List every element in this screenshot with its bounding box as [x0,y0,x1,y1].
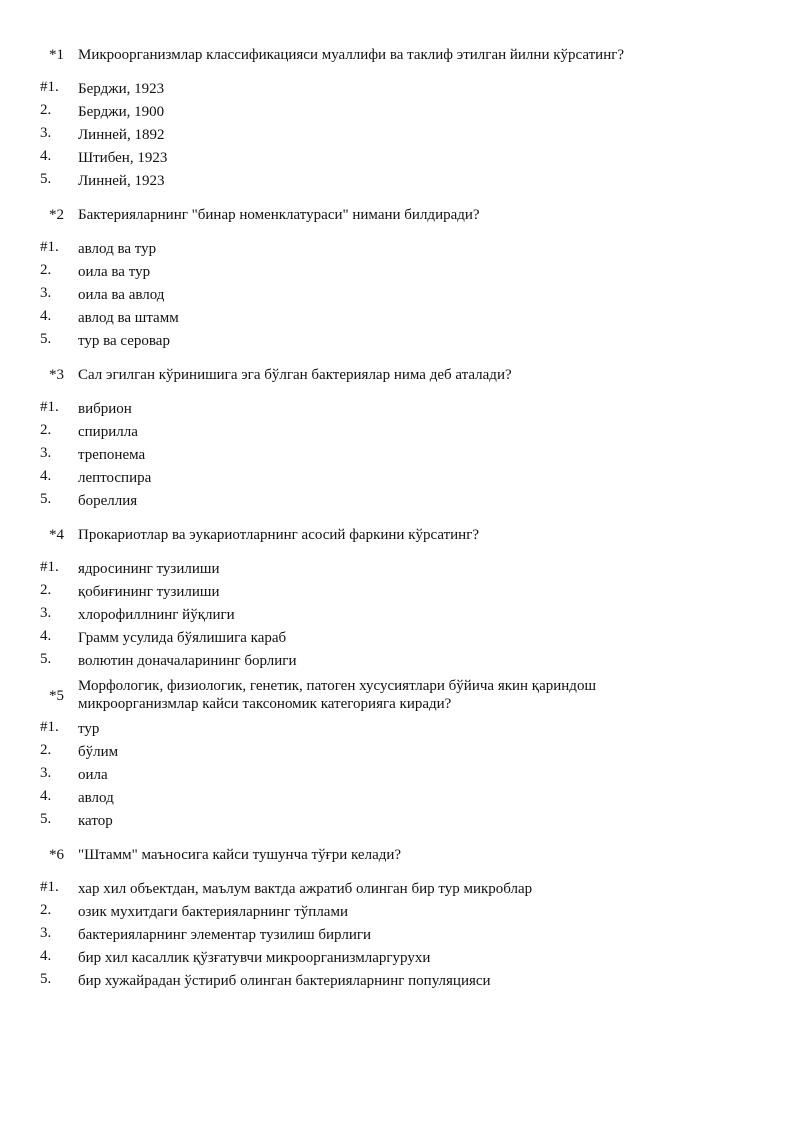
option-marker: #1. [40,239,59,255]
answer-option [0,445,800,468]
answer-options-list [0,239,800,354]
answer-option [0,651,800,674]
option-text: тур [78,721,100,737]
option-text: хар хил объектдан, маълум вактда ажратиб олинган бир тур микроблар [78,881,533,897]
question-text: Морфологик, физиологик, генетик, патоген хусусиятлари бўйича якин қариндош микроорганизмлар кайси таксономик категорияга киради? [78,678,596,712]
question-heading [0,205,800,225]
option-text: лептоспира [78,470,152,486]
option-marker: 3. [40,125,52,141]
option-marker: 4. [40,628,52,644]
answer-option [0,788,800,811]
answer-option [0,491,800,514]
option-marker: 3. [40,445,52,461]
answer-option [0,171,800,194]
option-text: хлорофиллнинг йўқлиги [78,607,235,623]
option-marker: #1. [40,399,59,415]
option-text: бореллия [78,493,138,509]
option-marker: 3. [40,765,52,781]
option-marker: 5. [40,491,52,507]
question-number: *3 [49,367,64,383]
option-text: оила ва авлод [78,287,165,303]
option-marker: 5. [40,171,52,187]
option-text: бактерияларнинг элементар тузилиш бирлиги [78,927,372,943]
answer-option [0,948,800,971]
option-text: бир хил касаллик қўзғатувчи микроорганизмларгурухи [78,950,431,966]
question-heading [0,525,800,545]
option-text: қобиғининг тузилиши [78,584,220,600]
option-text: авлод [78,790,114,806]
option-marker: #1. [40,79,59,95]
answer-options-list [0,559,800,674]
option-marker: 5. [40,651,52,667]
answer-option [0,285,800,308]
option-marker: 2. [40,422,52,438]
answer-option [0,742,800,765]
question-2 [0,205,800,225]
option-text: оила ва тур [78,264,151,280]
answer-option [0,605,800,628]
question-number: *4 [49,527,64,543]
answer-option [0,308,800,331]
question-number: *2 [49,207,64,223]
answer-option [0,262,800,285]
option-text: катор [78,813,113,829]
answer-options-list [0,719,800,834]
option-marker: 2. [40,742,52,758]
option-marker: #1. [40,879,59,895]
option-text: тур ва серовар [78,333,170,349]
question-heading [0,845,800,865]
answer-option [0,102,800,125]
answer-options-list [0,79,800,194]
answer-option [0,559,800,582]
option-text: вибрион [78,401,132,417]
answer-options-list [0,399,800,514]
question-heading [0,365,800,385]
answer-option [0,765,800,788]
option-marker: 2. [40,102,52,118]
answer-option [0,628,800,651]
option-marker: 5. [40,811,52,827]
question-5 [0,677,800,715]
answer-option [0,811,800,834]
option-marker: 5. [40,971,52,987]
answer-option [0,399,800,422]
option-marker: 2. [40,262,52,278]
option-text: Линней, 1923 [78,173,165,189]
option-text: бўлим [78,744,119,760]
answer-option [0,148,800,171]
answer-option [0,125,800,148]
option-marker: 4. [40,468,52,484]
option-marker: 4. [40,308,52,324]
answer-option [0,239,800,262]
option-text: Берджи, 1900 [78,104,165,120]
question-text: Микроорганизмлар классификацияси муаллифи ва таклиф этилган йилни кўрсатинг? [78,47,625,63]
option-text: авлод ва тур [78,241,157,257]
option-marker: 4. [40,948,52,964]
option-text: оила [78,767,108,783]
option-text: Берджи, 1923 [78,81,165,97]
option-text: авлод ва штамм [78,310,179,326]
answer-option [0,79,800,102]
question-6 [0,845,800,865]
answer-option [0,422,800,445]
option-marker: 4. [40,788,52,804]
question-heading [0,45,800,65]
answer-option [0,902,800,925]
question-3 [0,365,800,385]
answer-option [0,582,800,605]
answer-option [0,468,800,491]
option-text: озик мухитдаги бактерияларнинг тўплами [78,904,348,920]
question-heading [0,677,800,715]
question-number: *6 [49,847,64,863]
option-marker: #1. [40,559,59,575]
question-number: *1 [49,47,64,63]
option-marker: 2. [40,582,52,598]
question-number: *5 [49,688,64,704]
answer-options-list [0,879,800,994]
option-marker: 3. [40,925,52,941]
answer-option [0,971,800,994]
option-text: Грамм усулида бўялишига караб [78,630,287,646]
question-1 [0,45,800,65]
answer-option [0,925,800,948]
option-marker: 2. [40,902,52,918]
question-text: "Штамм" маъносига кайси тушунча тўғри келади? [78,847,402,863]
option-text: Линней, 1892 [78,127,165,143]
answer-option [0,719,800,742]
option-text: волютин доначаларининг борлиги [78,653,297,669]
question-text: Сал эгилган кўринишига эга бўлган бактериялар нима деб аталади? [78,367,512,383]
option-marker: 3. [40,285,52,301]
answer-option [0,879,800,902]
option-text: Штибен, 1923 [78,150,168,166]
option-text: ядросининг тузилиши [78,561,220,577]
option-marker: 4. [40,148,52,164]
option-text: трепонема [78,447,146,463]
option-text: спирилла [78,424,138,440]
option-marker: #1. [40,719,59,735]
question-4 [0,525,800,545]
option-text: бир хужайрадан ўстириб олинган бактерияларнинг популяцияси [78,973,491,989]
option-marker: 3. [40,605,52,621]
question-text: Прокариотлар ва эукариотларнинг асосий фаркини кўрсатинг? [78,527,480,543]
option-marker: 5. [40,331,52,347]
question-text: Бактерияларнинг "бинар номенклатураси" нимани билдиради? [78,207,480,223]
answer-option [0,331,800,354]
